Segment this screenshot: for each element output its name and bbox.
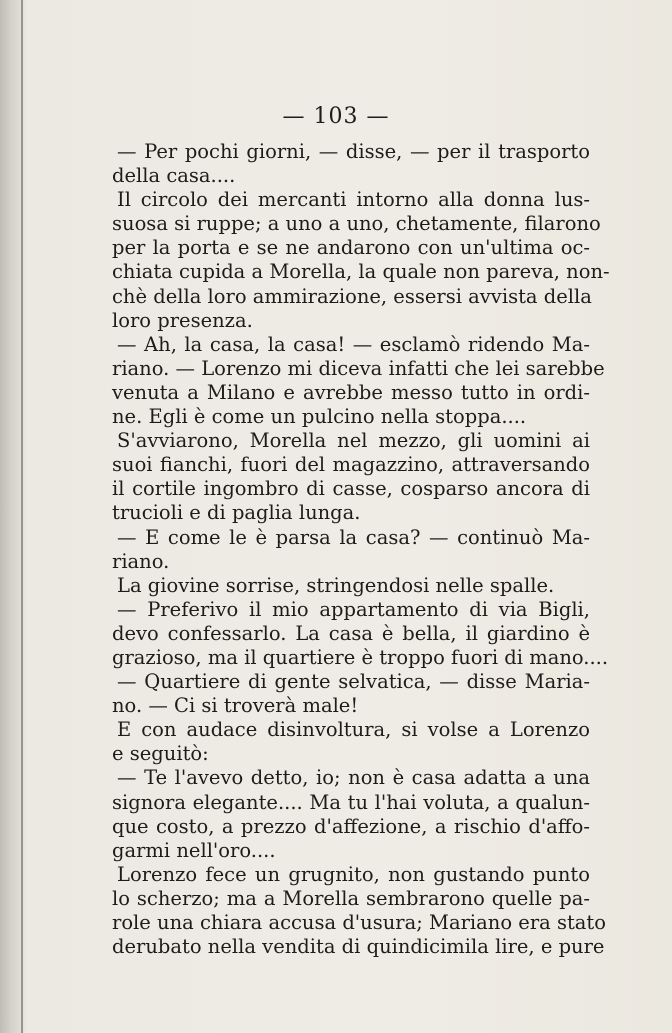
text-line: no. — Ci si troverà male! (112, 694, 359, 718)
text-line: ne. Egli è come un pulcino nella stoppa.... (112, 405, 527, 429)
text-line: suoi fianchi, fuori del magazzino, attraversando (112, 453, 590, 477)
text-line: — Ah, la casa, la casa! — esclamò ridendo Ma- (117, 332, 590, 356)
text-line: grazioso, ma il quartiere è troppo fuori di mano.... (112, 645, 609, 669)
text-line: S'avviarono, Morella nel mezzo, gli uomini ai (117, 429, 590, 453)
text-line: e seguitò: (112, 742, 209, 766)
text-line: venuta a Milano e avrebbe messo tutto in ordi- (112, 380, 590, 404)
text-line: riano. (112, 549, 170, 573)
text-line: E con audace disinvoltura, si volse a Lorenzo (117, 718, 590, 742)
text-line: derubato nella vendita di quindicimila lire, e pure (112, 935, 605, 959)
text-line: suosa si ruppe; a uno a uno, chetamente, filarono (112, 212, 601, 236)
text-line: — Per pochi giorni, — disse, — per il trasporto (117, 140, 590, 163)
text-line: — Te l'avevo detto, io; non è casa adatta a una (117, 766, 590, 790)
text-line: La giovine sorrise, stringendosi nelle spalle. (117, 573, 555, 597)
text-line: Lorenzo fece un grugnito, non gustando punto (117, 862, 590, 886)
text-line: Il circolo dei mercanti intorno alla donna lus- (117, 188, 590, 212)
text-line: signora elegante.... Ma tu l'hai voluta, a qualun- (112, 790, 590, 814)
text-line: que costo, a prezzo d'affezione, a rischio d'affo- (112, 814, 590, 838)
text-line: devo confessarlo. La casa è bella, il giardino è (112, 621, 590, 645)
text-line: chiata cupida a Morella, la quale non pareva, non- (112, 260, 610, 284)
text-line: della casa.... (112, 164, 236, 188)
text-line: garmi nell'oro.... (112, 838, 276, 862)
text-line: il cortile ingombro di casse, cosparso ancora di (112, 477, 590, 501)
text-line: role una chiara accusa d'usura; Mariano era stato (112, 911, 607, 934)
text-line: — Quartiere di gente selvatica, — disse Maria- (117, 670, 590, 694)
text-line: — E come le è parsa la casa? — continuò Ma- (117, 525, 590, 549)
text-line: per la porta e se ne andarono con un'ultima oc- (112, 236, 590, 260)
text-line: — Preferivo il mio appartamento di via Bigli, (117, 597, 590, 621)
text-line: lo scherzo; ma a Morella sembrarono quelle pa- (112, 886, 590, 910)
text-line: loro presenza. (112, 308, 253, 332)
text-line: riano. — Lorenzo mi diceva infatti che lei sarebbe (112, 356, 605, 380)
body-text (112, 140, 610, 959)
page-number: — 103 — (282, 104, 390, 129)
binding-edge (21, 0, 23, 1033)
text-line: chè della loro ammirazione, essersi avvista della (112, 284, 592, 308)
text-line: trucioli e di paglia lunga. (112, 501, 361, 525)
